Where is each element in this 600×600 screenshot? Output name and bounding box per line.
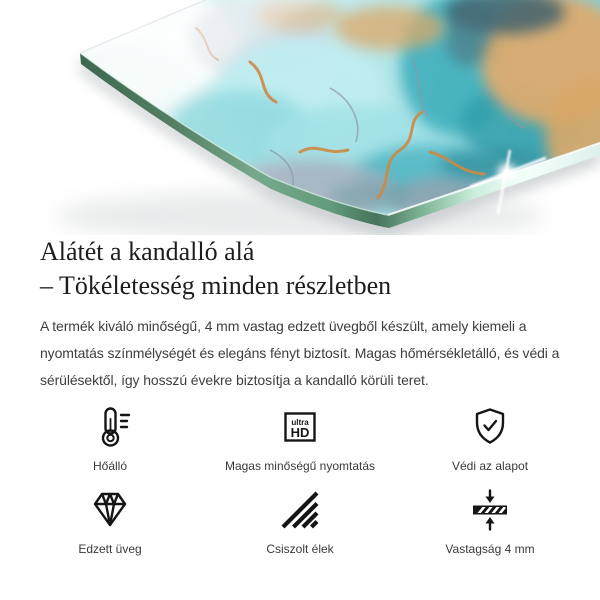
- feature-tempered-glass: [40, 487, 180, 556]
- thermometer-icon: [87, 404, 133, 450]
- product-description: A termék kiváló minőségű, 4 mm vastag edzett üvegből készült, amely kiemeli a nyomtatás színmélységét és elegáns fényt biztosít. Magas hőmérsékletálló, és védi a sérülésektől, így hosszú évekre biztosítja a kandalló körüli teret.: [40, 318, 560, 388]
- feature-label: Vastagság 4 mm: [445, 542, 535, 556]
- feature-label: Védi az alapot: [451, 459, 529, 473]
- feature-thickness: [420, 487, 560, 556]
- section-title-line1: Alátét a kandalló alá: [40, 237, 255, 266]
- section-title-line2: – Tökéletesség minden részletben: [40, 271, 392, 300]
- feature-protects-base: [420, 404, 560, 473]
- feature-heat-resistant: [40, 404, 180, 473]
- hero-product-image: [0, 0, 600, 235]
- feature-label: Csiszolt élek: [266, 542, 334, 556]
- section-title: [40, 235, 560, 303]
- shield-check-icon: [467, 404, 513, 450]
- feature-grid: [40, 404, 600, 556]
- svg-text:HD: HD: [290, 425, 310, 440]
- feature-label: Hőálló: [92, 459, 128, 473]
- svg-text:ultra: ultra: [291, 418, 309, 427]
- feature-print-quality: [180, 404, 420, 473]
- feature-polished-edges: [180, 487, 420, 556]
- ultra-hd-icon: [277, 404, 323, 450]
- polished-edges-icon: [277, 487, 323, 533]
- diamond-icon: [87, 487, 133, 533]
- feature-label: Magas minőségű nyomtatás: [224, 459, 376, 473]
- thickness-icon: [467, 487, 513, 533]
- feature-label: Edzett üveg: [78, 542, 142, 556]
